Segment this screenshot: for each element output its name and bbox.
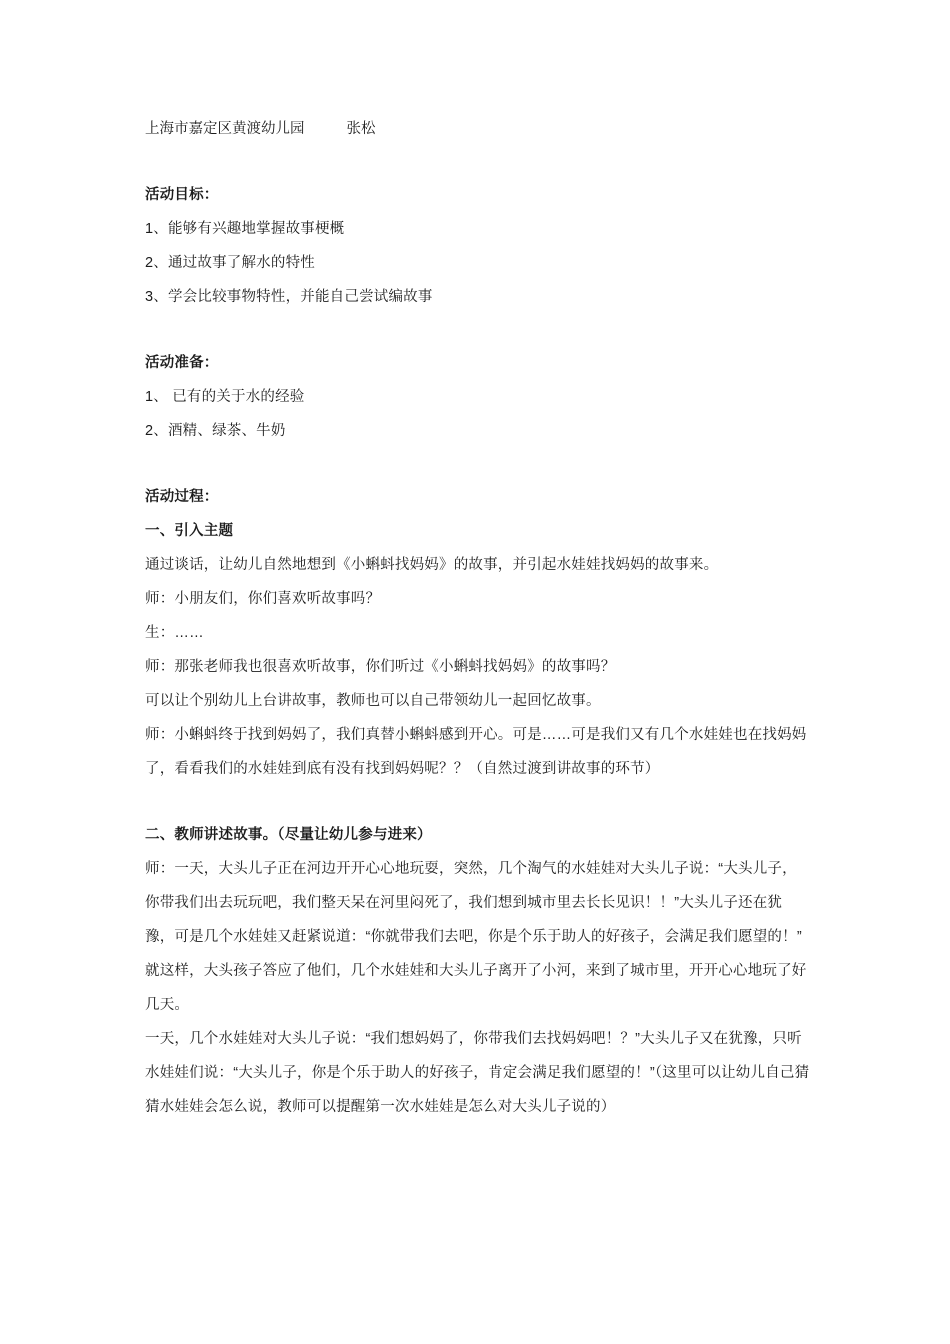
- document-header: [145, 112, 810, 146]
- school-name: 上海市嘉定区黄渡幼儿园: [145, 121, 305, 137]
- section-heading-prep: 活动准备：: [145, 355, 219, 371]
- author-name: 张松: [346, 121, 376, 137]
- story-paragraph-3: 一天，几个水娃娃对大头儿子说：“我们想妈妈了，你带我们去找妈妈吧！？”大头儿子又在犹豫，只听水娃娃们说：“大头儿子，你是个乐于助人的好孩子，肯定会满足我们愿望的！”（这里可以让幼儿自己猜猜水娃娃会怎么说，教师可以提醒第一次水娃娃是怎么对大头儿子说的）: [145, 1031, 810, 1115]
- subsection-heading-intro: 一、引入主题: [145, 523, 234, 539]
- goal-item-2: 2、通过故事了解水的特性: [145, 255, 315, 271]
- dialog-teacher-2: 师：那张老师我也很喜欢听故事，你们听过《小蝌蚪找妈妈》的故事吗？: [145, 659, 616, 675]
- dialog-teacher-1: 师：小朋友们，你们喜欢听故事吗？: [145, 591, 381, 607]
- dialog-teacher-3: 师：小蝌蚪终于找到妈妈了，我们真替小蝌蚪感到开心。可是……可是我们又有几个水娃娃也在找妈妈了，看看我们的水娃娃到底有没有找到妈妈呢？？（自然过渡到讲故事的环节）: [145, 727, 807, 777]
- goal-item-1: 1、能够有兴趣地掌握故事梗概: [145, 221, 345, 237]
- section-heading-process: 活动过程：: [145, 489, 219, 505]
- story-paragraph-2: 就这样，大头孩子答应了他们，几个水娃娃和大头儿子离开了小河，来到了城市里，开开心心地玩了好几天。: [145, 963, 807, 1013]
- prep-item-1: 1、 已有的关于水的经验: [145, 389, 305, 405]
- paragraph-note-1: 可以让个别幼儿上台讲故事，教师也可以自己带领幼儿一起回忆故事。: [145, 693, 601, 709]
- story-paragraph-1: 师：一天，大头儿子正在河边开开心心地玩耍，突然，几个淘气的水娃娃对大头儿子说：“大头儿子，你带我们出去玩玩吧，我们整天呆在河里闷死了，我们想到城市里去长长见识！！”大头儿子还在犹豫，可是几个水娃娃又赶紧说道：“你就带我们去吧，你是个乐于助人的好孩子，会满足我们愿望的！”: [145, 861, 802, 945]
- paragraph-intro: 通过谈话，让幼儿自然地想到《小蝌蚪找妈妈》的故事，并引起水娃娃找妈妈的故事来。: [145, 557, 719, 573]
- goal-item-3: 3、学会比较事物特性，并能自己尝试编故事: [145, 289, 433, 305]
- dialog-students-1: 生：……: [145, 625, 204, 641]
- subsection-heading-story: 二、教师讲述故事。（尽量让幼儿参与进来）: [145, 827, 432, 843]
- prep-item-2: 2、酒精、绿茶、牛奶: [145, 423, 286, 439]
- section-heading-goals: 活动目标：: [145, 187, 219, 203]
